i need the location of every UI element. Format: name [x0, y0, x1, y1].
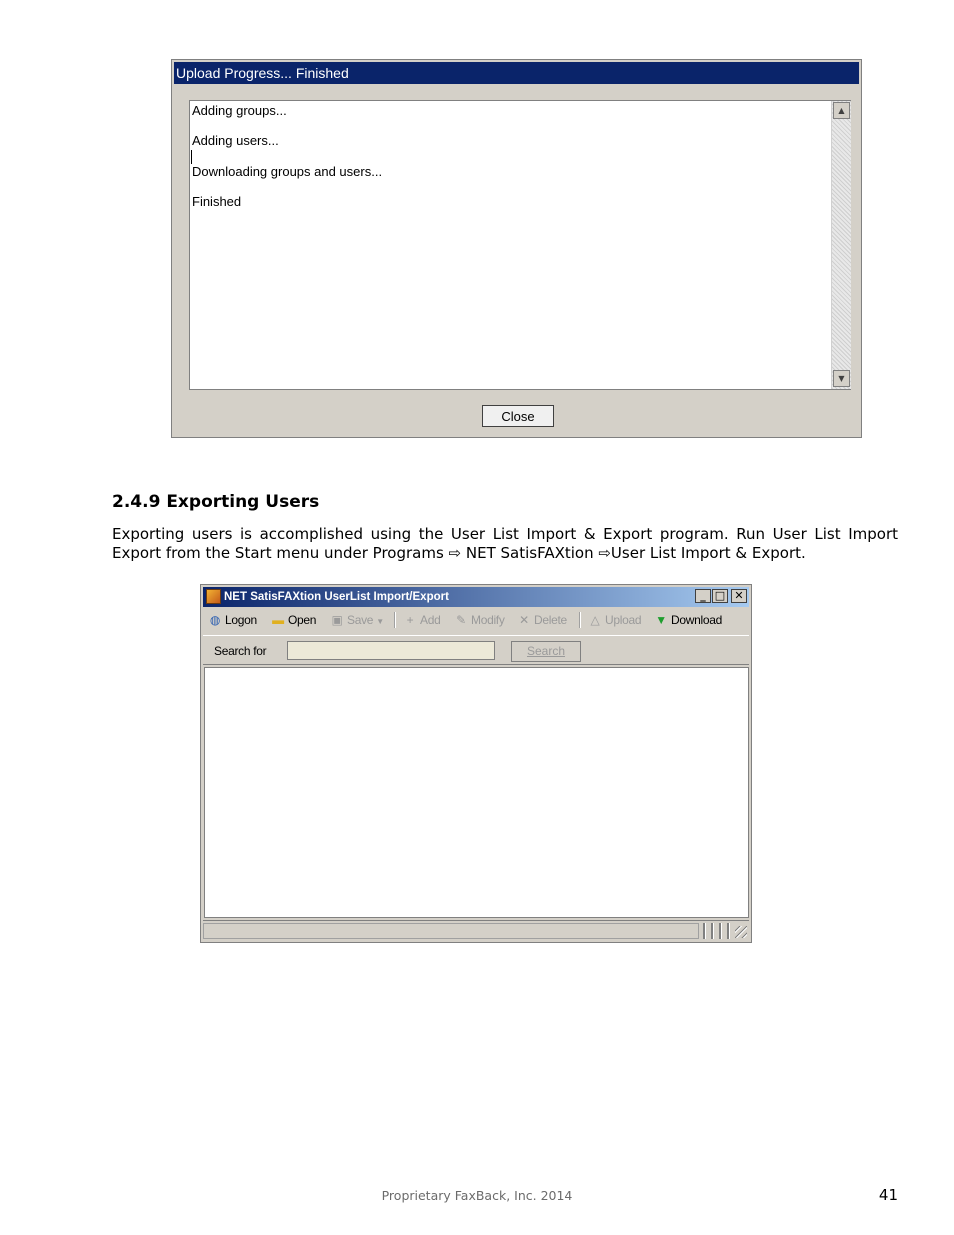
body-paragraph: Exporting users is accomplished using the User List Import & Export program. Run User List Import Export from the Start menu under Programs ⇨ NET SatisFAXtion ⇨User List Import & Export.: [112, 525, 898, 562]
text-caret: [191, 150, 192, 164]
download-button[interactable]: [653, 611, 722, 629]
plus-icon: +: [406, 613, 414, 627]
delete-label: Delete: [534, 613, 567, 627]
upload-label: Upload: [605, 613, 642, 627]
folder-icon: ▬: [272, 613, 284, 627]
toolbar-separator: [579, 612, 581, 628]
upload-progress-dialog: [171, 59, 862, 438]
add-button[interactable]: [402, 611, 440, 629]
open-label: Open: [288, 613, 317, 627]
save-label: Save: [347, 613, 374, 627]
status-panel: [203, 923, 699, 939]
userlist-window: [200, 584, 752, 943]
search-input[interactable]: [287, 641, 495, 660]
search-label: Search for: [214, 644, 267, 658]
pencil-icon: ✎: [456, 613, 466, 627]
open-button[interactable]: [270, 611, 316, 629]
logon-label: Logon: [225, 613, 257, 627]
download-label: Download: [671, 613, 722, 627]
log-line-adding-groups: Adding groups...: [192, 103, 287, 118]
user-list-area[interactable]: [204, 667, 749, 918]
userlist-titlebar: [203, 587, 749, 607]
x-icon: ✕: [519, 613, 529, 627]
delete-button[interactable]: [516, 611, 567, 629]
maximize-button[interactable]: □: [712, 589, 728, 603]
log-line-adding-users: Adding users...: [192, 133, 279, 148]
triangle-up-icon: ▲: [838, 106, 845, 115]
page-number: 41: [878, 1186, 898, 1204]
section-heading: 2.4.9 Exporting Users: [112, 492, 320, 512]
app-icon: [206, 589, 221, 604]
globe-user-icon: ◍: [209, 613, 221, 627]
minimize-button[interactable]: _: [695, 589, 711, 603]
status-divider: [727, 923, 730, 939]
logon-button[interactable]: [207, 611, 257, 629]
log-line-finished: Finished: [192, 194, 242, 209]
status-divider: [711, 923, 714, 939]
scroll-down-button[interactable]: [833, 370, 850, 387]
floppy-icon: ▣: [331, 613, 343, 627]
status-bar: [203, 920, 749, 940]
footer-text: Proprietary FaxBack, Inc. 2014: [381, 1188, 573, 1203]
upload-dialog-title: Upload Progress... Finished: [174, 62, 859, 84]
resize-grip-icon[interactable]: [735, 926, 747, 938]
window-close-button[interactable]: ✕: [731, 589, 747, 603]
status-divider: [703, 923, 706, 939]
upload-button[interactable]: [587, 611, 641, 629]
log-line-downloading: Downloading groups and users...: [192, 164, 383, 179]
userlist-window-title: NET SatisFAXtion UserList Import/Export: [224, 591, 449, 603]
toolbar-separator: [394, 612, 396, 628]
add-label: Add: [420, 613, 441, 627]
search-bar: [203, 635, 749, 665]
status-divider: [719, 923, 722, 939]
modify-button[interactable]: [453, 611, 505, 629]
chevron-down-icon: ▼: [376, 617, 384, 626]
save-button[interactable]: [329, 611, 384, 629]
upload-log-box[interactable]: [189, 100, 851, 390]
modify-label: Modify: [471, 613, 505, 627]
search-button[interactable]: Search: [511, 641, 581, 662]
userlist-toolbar: [203, 608, 749, 632]
scroll-up-button[interactable]: [833, 102, 850, 119]
triangle-down-icon: ▼: [838, 374, 845, 383]
log-vertical-scrollbar[interactable]: [831, 101, 851, 389]
upload-triangle-icon: △: [590, 613, 600, 627]
close-button[interactable]: Close: [482, 405, 554, 427]
download-triangle-icon: ▼: [655, 613, 667, 627]
